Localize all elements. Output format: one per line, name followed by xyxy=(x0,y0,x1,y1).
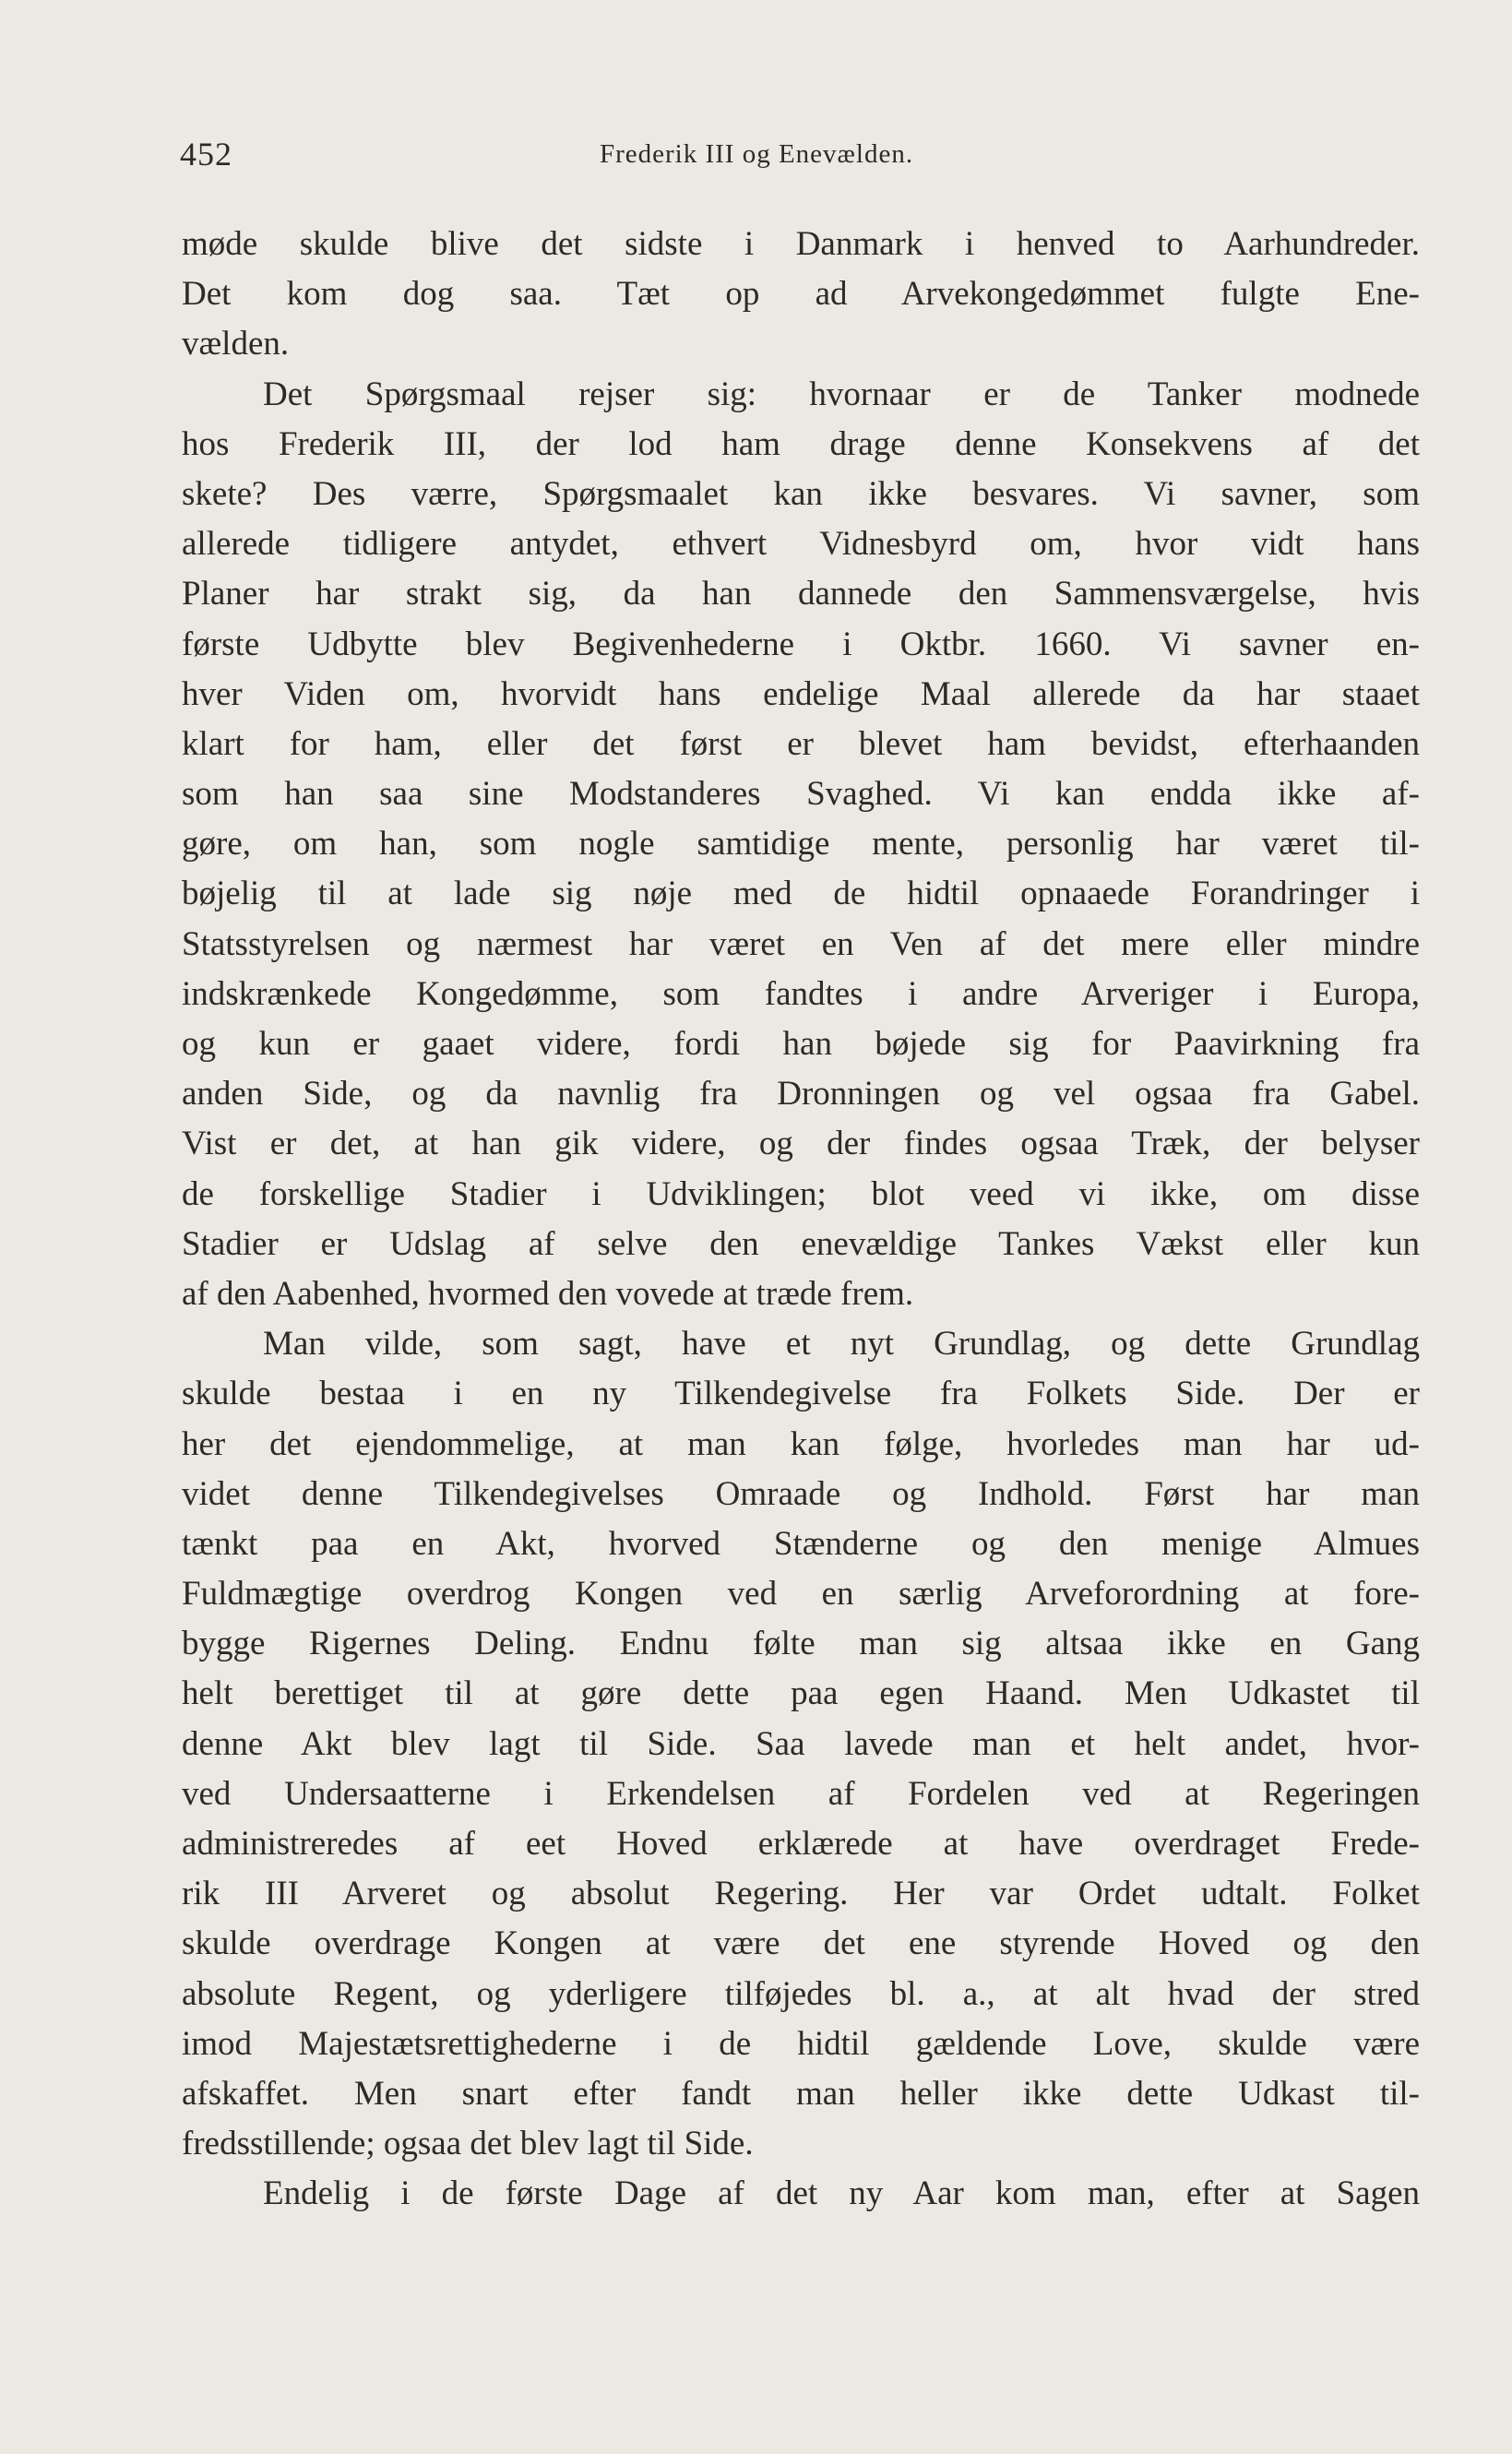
text-line: klart for ham, eller det først er blevet ham bevidst, efterhaanden xyxy=(182,724,1420,763)
text-line: tænkt paa en Akt, hvorved Stænderne og den menige Almues xyxy=(182,1524,1420,1563)
running-title: Frederik III og Enevælden. xyxy=(600,139,914,169)
text-line: anden Side, og da navnlig fra Dronningen og vel ogsaa fra Gabel. xyxy=(182,1075,1420,1114)
text-line: rik III Arveret og absolut Regering. Her var Ordet udtalt. Folket xyxy=(182,1875,1420,1913)
text-line: og kun er gaaet videre, fordi han bøjede sig for Paavirkning fra xyxy=(182,1025,1420,1063)
text-line: indskrænkede Kongedømme, som fandtes i andre Arveriger i Europa, xyxy=(182,974,1420,1013)
text-line: afskaffet. Men snart efter fandt man heller ikke dette Udkast til- xyxy=(182,2074,1420,2113)
text-line: videt denne Tilkendegivelses Omraade og Indhold. Først har man xyxy=(182,1474,1420,1513)
text-line: skulde overdrage Kongen at være det ene styrende Hoved og den xyxy=(182,1924,1420,1963)
text-line: absolute Regent, og yderligere tilføjedes bl. a., at alt hvad der stred xyxy=(182,1974,1420,2013)
text-line: skete? Des værre, Spørgsmaalet kan ikke besvares. Vi savner, som xyxy=(182,474,1420,513)
text-line: administreredes af eet Hoved erklærede at have overdraget Frede- xyxy=(182,1825,1420,1863)
text-line: Endelig i de første Dage af det ny Aar kom man, efter at Sagen xyxy=(263,2174,1420,2213)
text-line: fredsstillende; ogsaa det blev lagt til Side. xyxy=(182,2125,754,2163)
text-line: Stadier er Udslag af selve den enevældige Tankes Vækst eller kun xyxy=(182,1224,1420,1263)
text-line: Det Spørgsmaal rejser sig: hvornaar er de Tanker modnede xyxy=(263,375,1420,413)
text-line: hver Viden om, hvorvidt hans endelige Maal allerede da har staaet xyxy=(182,674,1420,713)
text-line: bøjelig til at lade sig nøje med de hidtil opnaaede Forandringer i xyxy=(182,875,1420,913)
text-line: første Udbytte blev Begivenhederne i Oktbr. 1660. Vi savner en- xyxy=(182,625,1420,663)
text-line: vælden. xyxy=(182,325,290,363)
text-line: her det ejendommelige, at man kan følge, hvorledes man har ud- xyxy=(182,1424,1420,1463)
page-number: 452 xyxy=(180,136,232,173)
text-line: Det kom dog saa. Tæt op ad Arvekongedømmet fulgte Ene- xyxy=(182,275,1420,314)
text-line: helt berettiget til at gøre dette paa egen Haand. Men Udkastet til xyxy=(182,1674,1420,1713)
text-line: Fuldmægtige overdrog Kongen ved en særlig Arveforordning at fore- xyxy=(182,1575,1420,1614)
page-header xyxy=(180,131,1420,177)
text-line: gøre, om han, som nogle samtidige mente, personlig har været til- xyxy=(182,825,1420,864)
text-line: denne Akt blev lagt til Side. Saa lavede man et helt andet, hvor- xyxy=(182,1724,1420,1763)
text-line: af den Aabenhed, hvormed den vovede at træde frem. xyxy=(182,1274,914,1313)
text-line: Man vilde, som sagt, have et nyt Grundlag, og dette Grundlag xyxy=(263,1325,1420,1364)
text-line: Vist er det, at han gik videre, og der findes ogsaa Træk, der belyser xyxy=(182,1125,1420,1163)
text-line: hos Frederik III, der lod ham drage denne Konsekvens af det xyxy=(182,424,1420,463)
text-line: Statsstyrelsen og nærmest har været en Ven af det mere eller mindre xyxy=(182,924,1420,963)
text-line: allerede tidligere antydet, ethvert Vidnesbyrd om, hvor vidt hans xyxy=(182,525,1420,564)
text-line: møde skulde blive det sidste i Danmark i henved to Aarhundreder. xyxy=(182,225,1420,263)
text-line: Planer har strakt sig, da han dannede den Sammensværgelse, hvis xyxy=(182,575,1420,614)
text-line: skulde bestaa i en ny Tilkendegivelse fra Folkets Side. Der er xyxy=(182,1375,1420,1413)
body-text xyxy=(182,220,1420,2220)
text-line: ved Undersaatterne i Erkendelsen af Fordelen ved at Regeringen xyxy=(182,1774,1420,1813)
text-line: bygge Rigernes Deling. Endnu følte man sig altsaa ikke en Gang xyxy=(182,1625,1420,1663)
text-line: imod Majestætsrettighederne i de hidtil gældende Love, skulde være xyxy=(182,2024,1420,2063)
text-line: som han saa sine Modstanderes Svaghed. Vi kan endda ikke af- xyxy=(182,775,1420,814)
text-line: de forskellige Stadier i Udviklingen; blot veed vi ikke, om disse xyxy=(182,1174,1420,1213)
